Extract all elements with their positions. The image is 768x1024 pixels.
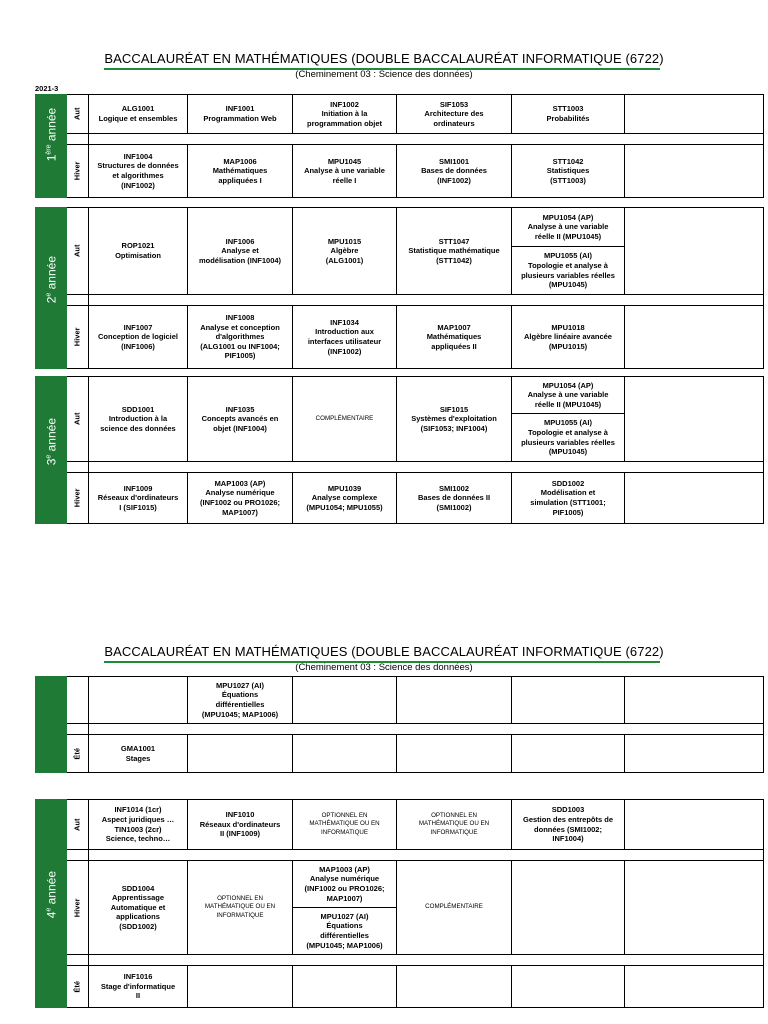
course-cell: GMA1001 Stages — [89, 735, 188, 773]
spacer — [67, 134, 89, 145]
course-cell: MAP1003 (AP) Analyse numérique (INF1002 ou PRO1026; MAP1007) — [188, 473, 293, 524]
empty-cell — [625, 145, 764, 198]
course-cell: OPTIONNEL EN MATHÉMATIQUE OU EN INFORMATIQUE — [397, 800, 512, 850]
year-label-2: 2e année — [36, 208, 67, 369]
course-cell: INF1009 Réseaux d'ordinateurs I (SIF1015) — [89, 473, 188, 524]
course-cell: INF1002 Initiation à la programmation objet — [293, 95, 397, 134]
year-3-continued-table — [35, 676, 764, 773]
page-subtitle-2: (Cheminement 03 : Science des données) — [295, 662, 473, 673]
spacer — [89, 295, 764, 306]
course-cell: INF1035 Concepts avancés en objet (INF1004) — [188, 377, 293, 462]
version-label: 2021-3 — [35, 84, 59, 93]
course-cell: OPTIONNEL EN MATHÉMATIQUE OU EN INFORMATIQUE — [293, 800, 397, 850]
empty-cell — [512, 735, 625, 773]
year-label-3-continued — [36, 677, 67, 773]
session-hiver: Hiver — [67, 473, 89, 524]
course-cell: SIF1053 Architecture des ordinateurs — [397, 95, 512, 134]
year-1-table — [35, 94, 764, 198]
course-cell: MPU1055 (AI) Topologie et analyse à plusieurs variables réelles (MPU1045) — [512, 414, 625, 462]
page-title-2: BACCALAURÉAT EN MATHÉMATIQUES (DOUBLE BACCALAURÉAT INFORMATIQUE (6722) — [104, 644, 664, 659]
session-aut: Aut — [67, 208, 89, 295]
empty-cell — [625, 966, 764, 1008]
empty-cell — [397, 966, 512, 1008]
course-cell: COMPLÉMENTAIRE — [293, 377, 397, 462]
session-blank — [67, 677, 89, 724]
course-cell: MAP1007 Mathématiques appliquées II — [397, 306, 512, 369]
page-title: BACCALAURÉAT EN MATHÉMATIQUES (DOUBLE BACCALAURÉAT INFORMATIQUE (6722) — [104, 51, 664, 66]
course-cell: MPU1045 Analyse à une variable réelle I — [293, 145, 397, 198]
course-cell: ROP1021 Optimisation — [89, 208, 188, 295]
course-cell: INF1006 Analyse et modélisation (INF1004) — [188, 208, 293, 295]
course-cell: INF1001 Programmation Web — [188, 95, 293, 134]
empty-cell — [397, 677, 512, 724]
spacer — [89, 134, 764, 145]
year-2-table — [35, 207, 764, 369]
course-cell: INF1034 Introduction aux interfaces utilisateur (INF1002) — [293, 306, 397, 369]
course-cell: MPU1055 (AI) Topologie et analyse à plusieurs variables réelles (MPU1045) — [512, 247, 625, 295]
empty-cell — [625, 473, 764, 524]
year-4-table — [35, 799, 764, 1008]
spacer — [67, 295, 89, 306]
spacer — [67, 955, 89, 966]
year-label-4: 4e année — [36, 800, 67, 1008]
spacer — [67, 850, 89, 861]
empty-cell — [625, 95, 764, 134]
course-cell: INF1014 (1cr) Aspect juridiques … TIN1003 (2cr) Science, techno… — [89, 800, 188, 850]
course-cell: SDD1002 Modélisation et simulation (STT1001; PIF1005) — [512, 473, 625, 524]
spacer — [89, 462, 764, 473]
empty-cell — [512, 861, 625, 955]
empty-cell — [293, 735, 397, 773]
course-cell: COMPLÉMENTAIRE — [397, 861, 512, 955]
empty-cell — [89, 677, 188, 724]
empty-cell — [625, 677, 764, 724]
course-cell: INF1004 Structures de données et algorithmes (INF1002) — [89, 145, 188, 198]
spacer — [89, 724, 764, 735]
course-cell: MPU1018 Algèbre linéaire avancée (MPU1015) — [512, 306, 625, 369]
session-hiver: Hiver — [67, 861, 89, 955]
empty-cell — [293, 966, 397, 1008]
session-aut: Aut — [67, 377, 89, 462]
spacer — [89, 955, 764, 966]
empty-cell — [293, 677, 397, 724]
course-cell: SMI1001 Bases de données (INF1002) — [397, 145, 512, 198]
course-cell: STT1003 Probabilités — [512, 95, 625, 134]
course-cell: MPU1054 (AP) Analyse à une variable réelle II (MPU1045) — [512, 377, 625, 414]
course-cell: SDD1004 Apprentissage Automatique et applications (SDD1002) — [89, 861, 188, 955]
session-ete: Été — [67, 966, 89, 1008]
course-cell: INF1010 Réseaux d'ordinateurs II (INF1009) — [188, 800, 293, 850]
empty-cell — [397, 735, 512, 773]
course-cell: INF1016 Stage d'informatique II — [89, 966, 188, 1008]
course-cell: MPU1015 Algèbre (ALG1001) — [293, 208, 397, 295]
course-cell: ALG1001 Logique et ensembles — [89, 95, 188, 134]
year-label-3: 3e année — [36, 377, 67, 524]
page-subtitle: (Cheminement 03 : Science des données) — [295, 69, 473, 80]
course-cell: OPTIONNEL EN MATHÉMATIQUE OU EN INFORMATIQUE — [188, 861, 293, 955]
empty-cell — [625, 800, 764, 850]
session-aut: Aut — [67, 95, 89, 134]
session-hiver: Hiver — [67, 306, 89, 369]
session-ete: Été — [67, 735, 89, 773]
session-hiver: Hiver — [67, 145, 89, 198]
year-label-1: 1ère année — [36, 95, 67, 198]
course-cell: SIF1015 Systèmes d'exploitation (SIF1053; INF1004) — [397, 377, 512, 462]
empty-cell — [188, 735, 293, 773]
course-cell: MAP1003 (AP) Analyse numérique (INF1002 ou PRO1026; MAP1007) — [293, 861, 397, 908]
year-3-table — [35, 376, 764, 524]
empty-cell — [625, 735, 764, 773]
course-cell: STT1042 Statistiques (STT1003) — [512, 145, 625, 198]
course-cell: MPU1054 (AP) Analyse à une variable réelle II (MPU1045) — [512, 208, 625, 247]
course-cell: STT1047 Statistique mathématique (STT1042) — [397, 208, 512, 295]
spacer — [67, 724, 89, 735]
spacer — [89, 850, 764, 861]
empty-cell — [625, 861, 764, 955]
course-cell: MPU1027 (AI) Équations différentielles (MPU1045; MAP1006) — [188, 677, 293, 724]
spacer — [67, 462, 89, 473]
course-cell: INF1008 Analyse et conception d'algorithmes (ALG1001 ou INF1004; PIF1005) — [188, 306, 293, 369]
session-aut: Aut — [67, 800, 89, 850]
course-cell: SMI1002 Bases de données II (SMI1002) — [397, 473, 512, 524]
empty-cell — [512, 677, 625, 724]
empty-cell — [512, 966, 625, 1008]
course-cell: INF1007 Conception de logiciel (INF1006) — [89, 306, 188, 369]
empty-cell — [188, 966, 293, 1008]
empty-cell — [625, 306, 764, 369]
course-cell: MPU1039 Analyse complexe (MPU1054; MPU1055) — [293, 473, 397, 524]
empty-cell — [625, 377, 764, 462]
course-cell: MAP1006 Mathématiques appliquées I — [188, 145, 293, 198]
course-cell: SDD1003 Gestion des entrepôts de données (SMI1002; INF1004) — [512, 800, 625, 850]
empty-cell — [625, 208, 764, 295]
course-cell: MPU1027 (AI) Équations différentielles (MPU1045; MAP1006) — [293, 908, 397, 955]
course-cell: SDD1001 Introduction à la science des données — [89, 377, 188, 462]
